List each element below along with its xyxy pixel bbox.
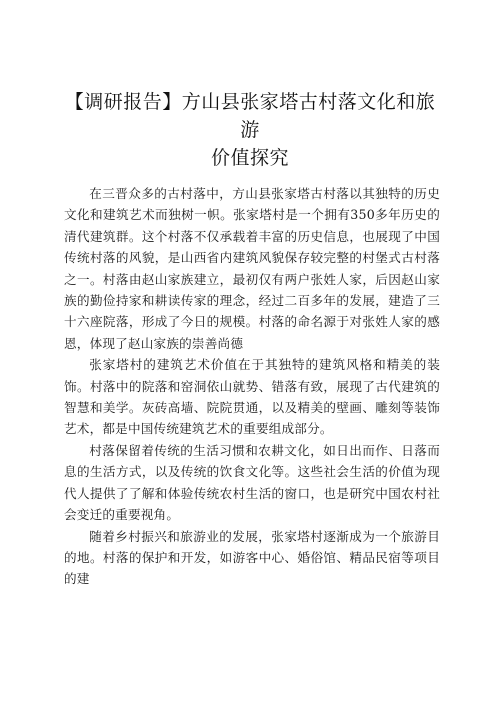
paragraph-social-life: 村落保留着传统的生活习惯和农耕文化，如日出而作、日落而息的生活方式，以及传统的饮食文化等。这些社会生活的价值为现代人提供了了解和体验传统农村生活的窗口，也是研究中国农村社会变迁的重要视角。: [64, 442, 440, 523]
title-line-2: 价值探究: [210, 147, 289, 169]
paragraph-tourism: 随着乡村振兴和旅游业的发展，张家塔村逐渐成为一个旅游目的地。村落的保护和开发，如游客中心、婚俗馆、精品民宿等项目的建: [64, 528, 440, 587]
document-title: [60, 88, 440, 172]
paragraph-architecture: 张家塔村的建筑艺术价值在于其独特的建筑风格和精美的装饰。村落中的院落和窑洞依山就势、错落有致，展现了古代建筑的智慧和美学。灰砖高墙、院院贯通，以及精美的壁画、雕刻等装饰艺术，都是中国传统建筑艺术的重要组成部分。: [64, 357, 440, 437]
paragraph-history: 在三晋众多的古村落中，方山县张家塔古村落以其独特的历史文化和建筑艺术而独树一帜。张家塔村是一个拥有350多年历史的清代建筑群。这个村落不仅承载着丰富的历史信息，也展现了中国传统村落的风貌，是山西省内建筑风貌保存较完整的村堡式古村落之一。村落由赵山家族建立，最初仅有两户张姓人家，后因赵山家族的勤俭持家和耕读传家的理念，经过二百多年的发展，建造了三十六座院落，形成了今日的规模。村落的命名源于对张姓人家的感恩，体现了赵山家族的崇善尚德: [64, 186, 440, 351]
title-line-1: 【调研报告】方山县张家塔古村落文化和旅游: [64, 91, 436, 141]
document-body: [64, 183, 440, 590]
